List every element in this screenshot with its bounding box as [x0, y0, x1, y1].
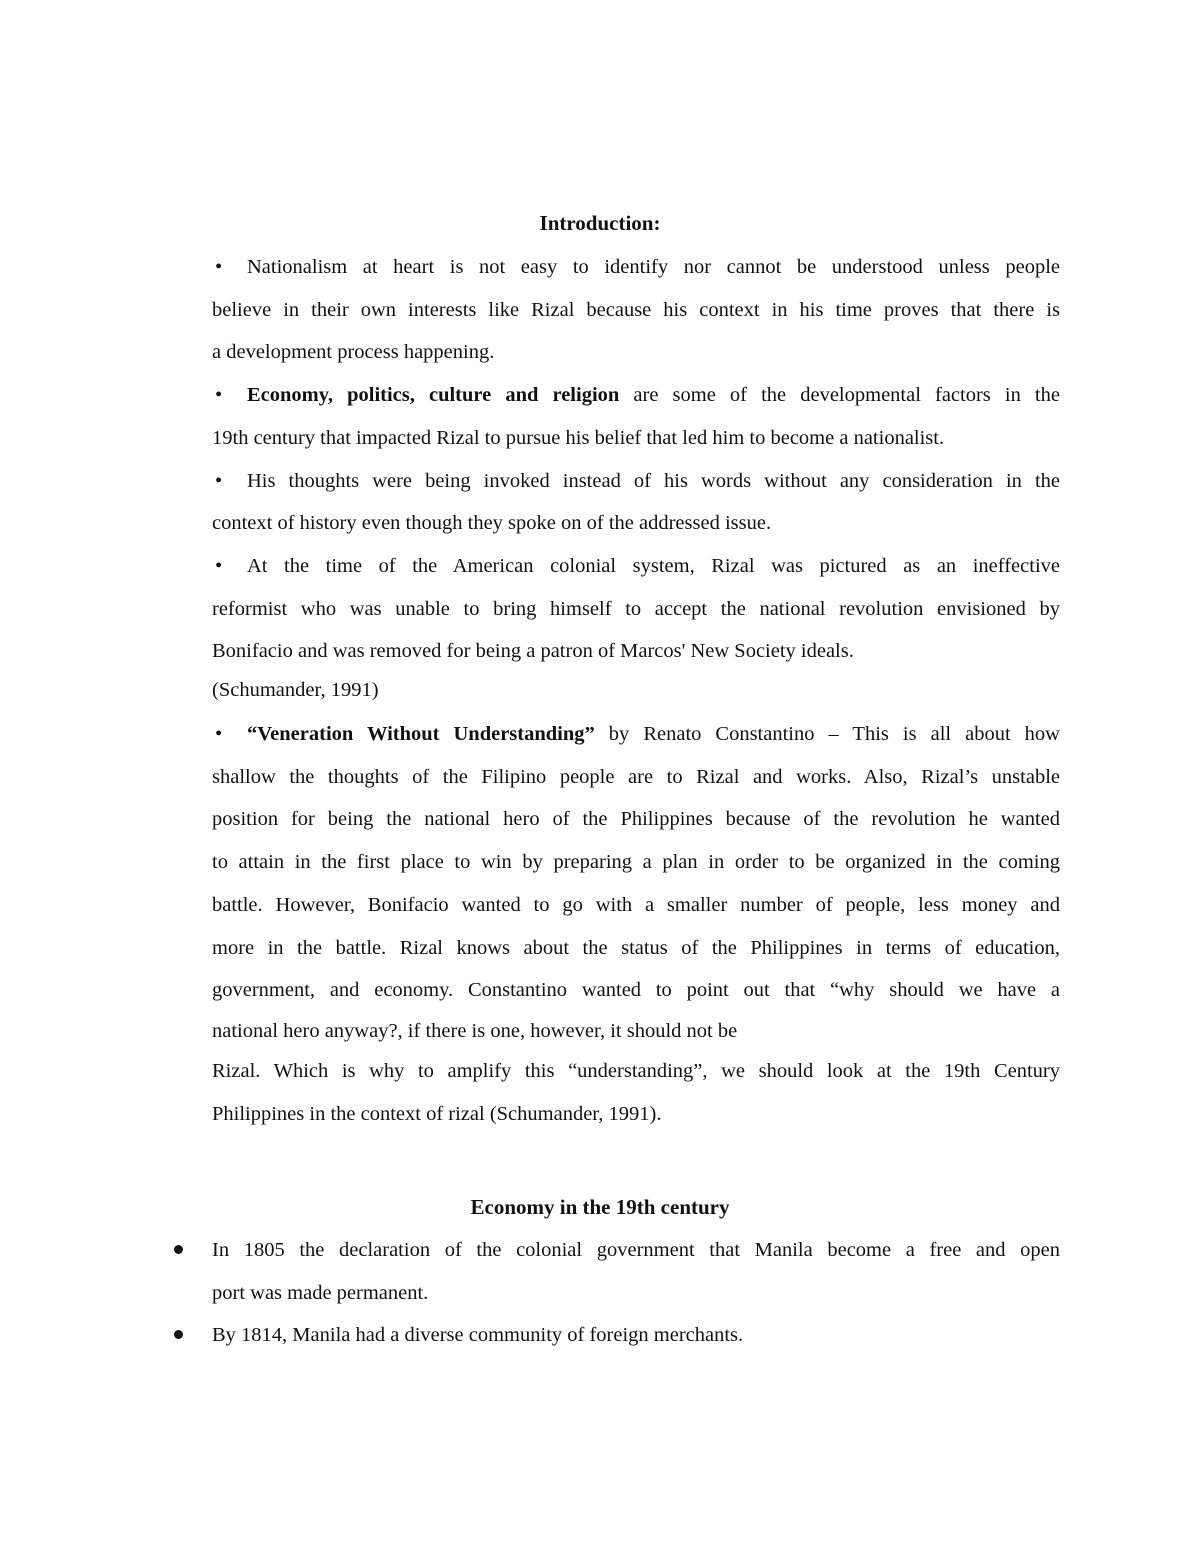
- bullet-text-line: By 1814, Manila had a diverse community of foreign merchants.: [212, 1324, 744, 1347]
- bullet-text-line: believe in their own interests like Rizal because his context in his time proves that there is: [212, 298, 1060, 321]
- bullet-text-line: His thoughts were being invoked instead of his words without any consideration in the: [247, 469, 1060, 492]
- introduction-section: [212, 246, 1060, 1135]
- bullet-text-line: Philippines in the context of rizal (Schumander, 1991).: [212, 1102, 662, 1125]
- bullet-text-line: more in the battle. Rizal knows about the status of the Philippines in terms of education,: [212, 936, 1060, 959]
- bold-lead-text: “Veneration Without Understanding”: [247, 723, 595, 746]
- bullet-icon: [212, 460, 247, 503]
- bullet-text-line: battle. However, Bonifacio wanted to go with a smaller number of people, less money and: [212, 893, 1060, 916]
- citation: (Schumander, 1991): [212, 679, 379, 702]
- bullet-text-line: Bonifacio and was removed for being a patron of Marcos' New Society ideals.: [212, 640, 854, 663]
- bullet-text-line: shallow the thoughts of the Filipino people are to Rizal and works. Also, Rizal’s unstable: [212, 765, 1060, 788]
- bullet-text-line: At the time of the American colonial system, Rizal was pictured as an ineffective: [247, 554, 1060, 577]
- bullet-text-line: position for being the national hero of the Philippines because of the revolution he wanted: [212, 808, 1060, 831]
- bullet-text-line: government, and economy. Constantino wanted to point out that “why should we have a: [212, 979, 1060, 1002]
- bullet-text-line: to attain in the first place to win by preparing a plan in order to be organized in the coming: [212, 851, 1060, 874]
- bullet-text-line: 19th century that impacted Rizal to pursue his belief that led him to become a nationalist.: [212, 426, 945, 449]
- bullet-text-line: Nationalism at heart is not easy to identify nor cannot be understood unless people: [247, 256, 1060, 278]
- section-heading-introduction: Introduction:: [539, 211, 661, 235]
- bullet-icon: [212, 374, 247, 417]
- bullet-icon: [212, 246, 247, 289]
- bullet-text-line: national hero anyway?, if there is one, however, it should not be: [212, 1019, 738, 1042]
- bullet-text-line: port was made permanent.: [212, 1281, 429, 1304]
- bullet-icon: [174, 1330, 183, 1339]
- bullet-text-line: In 1805 the declaration of the colonial government that Manila become a free and open: [212, 1239, 1060, 1261]
- economy-section: [212, 1229, 1060, 1357]
- bullet-icon: [174, 1245, 183, 1254]
- bullet-text-line: by Renato Constantino – This is all about how: [594, 723, 1060, 746]
- intro-bullet-american-colonial: [212, 545, 1060, 707]
- intro-bullet-veneration: [212, 713, 1060, 1135]
- intro-bullet-developmental-factors: [212, 374, 1060, 459]
- section-heading-economy: Economy in the 19th century: [470, 1195, 730, 1219]
- intro-bullet-thoughts-invoked: [212, 460, 1060, 545]
- intro-bullet-nationalism: [212, 246, 1060, 374]
- bold-lead-text: Economy, politics, culture and religion: [247, 384, 620, 407]
- bullet-icon: [212, 713, 247, 756]
- bullet-text-line: a development process happening.: [212, 341, 495, 364]
- bullet-text-line: context of history even though they spoke on of the addressed issue.: [212, 512, 772, 535]
- bullet-text-line: reformist who was unable to bring himself to accept the national revolution envisioned by: [212, 597, 1060, 620]
- bullet-text-line: Rizal. Which is why to amplify this “understanding”, we should look at the 19th Century: [212, 1059, 1060, 1082]
- economy-bullet-foreign-merchants: [212, 1314, 1060, 1357]
- bullet-text-line: are some of the developmental factors in the: [619, 384, 1060, 407]
- bullet-icon: [212, 545, 247, 588]
- economy-bullet-free-port: [212, 1229, 1060, 1314]
